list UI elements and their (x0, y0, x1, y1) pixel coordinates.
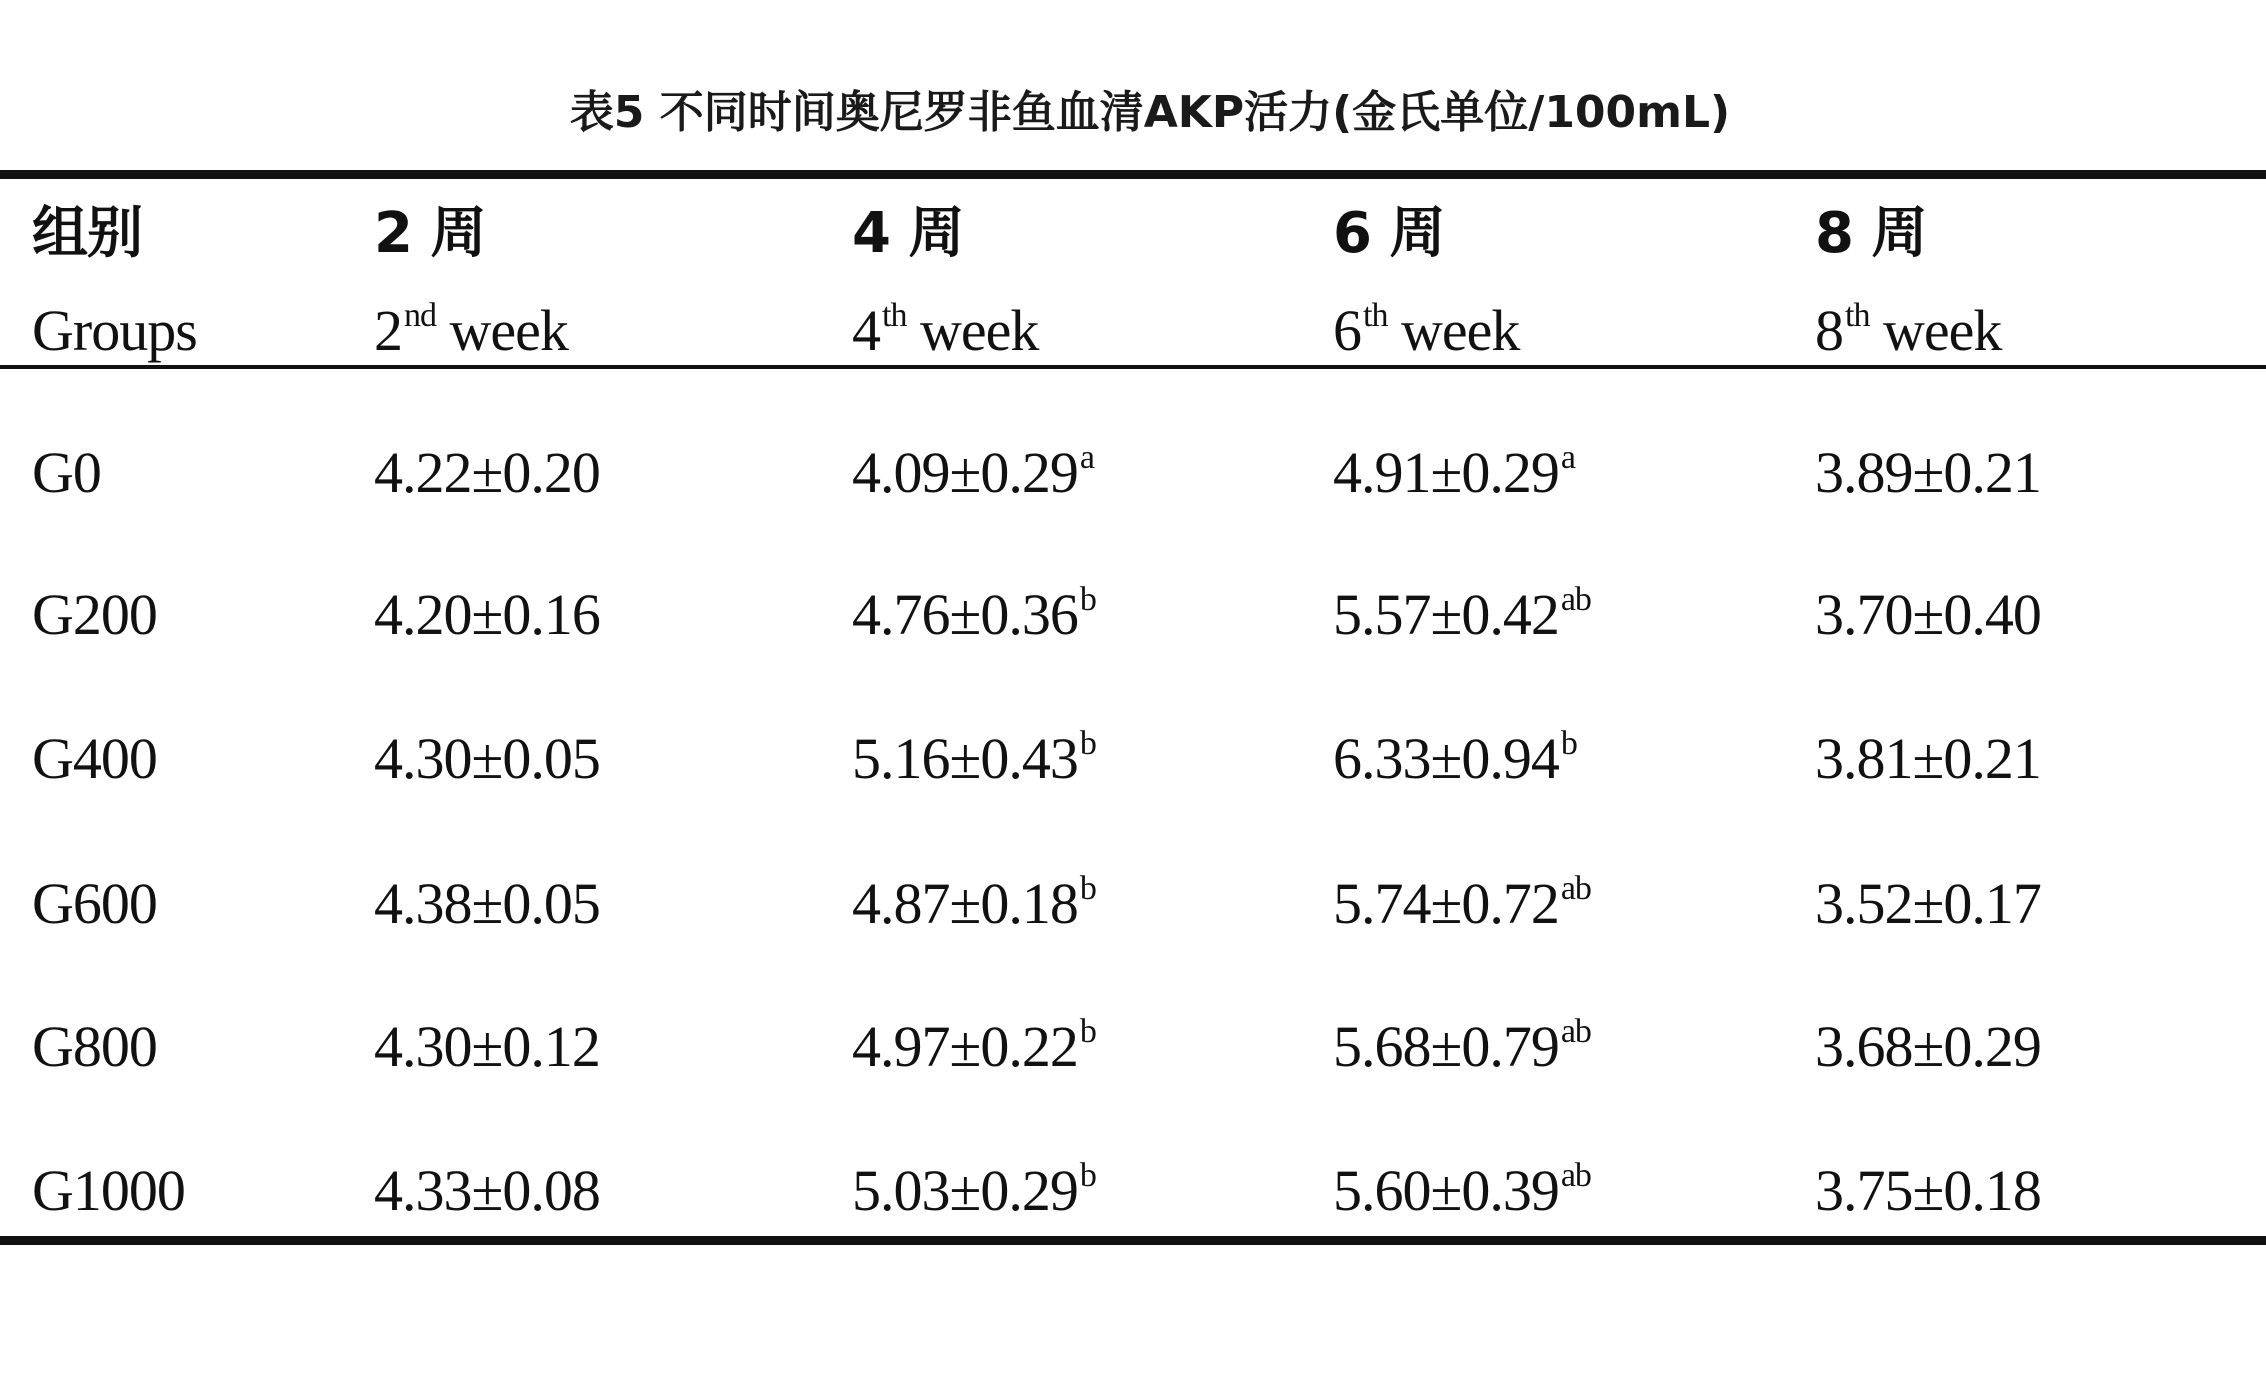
value: 5.16±0.43 (852, 726, 1078, 791)
header-week8-ordinal: th (1845, 297, 1870, 334)
value: 4.30±0.12 (374, 1014, 600, 1079)
header-groups-en: Groups (32, 298, 197, 363)
table-top-rule (0, 170, 2266, 179)
group-label: G800 (32, 1014, 157, 1079)
week2-value (374, 726, 602, 791)
significance-letter: ab (1560, 1157, 1591, 1194)
group-label: G1000 (32, 1158, 185, 1223)
value: 4.38±0.05 (374, 871, 600, 936)
header-week4-ordinal: th (882, 297, 907, 334)
table-bottom-rule (0, 1236, 2266, 1245)
header-week4-cn: 4 周 (852, 201, 964, 266)
value: 4.97±0.22 (852, 1014, 1078, 1079)
header-week6-en (1333, 297, 1520, 363)
header-week8-cn: 8 周 (1815, 201, 1927, 266)
week8-value (1815, 582, 2043, 647)
header-week2-num: 2 (374, 298, 402, 363)
header-week4-word: week (906, 298, 1039, 363)
header-week6-word: week (1387, 298, 1520, 363)
significance-letter: ab (1560, 870, 1591, 907)
significance-letter: b (1079, 725, 1096, 762)
week4-value (852, 439, 1094, 505)
significance-letter: a (1560, 439, 1575, 476)
week8-value (1815, 726, 2043, 791)
value: 4.09±0.29 (852, 440, 1078, 505)
value: 5.68±0.79 (1333, 1014, 1559, 1079)
value: 4.87±0.18 (852, 871, 1078, 936)
value: 4.30±0.05 (374, 726, 600, 791)
significance-letter: ab (1560, 581, 1591, 618)
week2-value (374, 440, 602, 505)
value: 3.52±0.17 (1815, 871, 2041, 936)
value: 4.91±0.29 (1333, 440, 1559, 505)
week6-value (1333, 581, 1591, 647)
week2-value (374, 1158, 602, 1223)
header-week8-en (1815, 297, 2002, 363)
table-title: 表5 不同时间奥尼罗非鱼血清AKP活力(金氏单位/100mL) (569, 87, 1731, 138)
value: 6.33±0.94 (1333, 726, 1559, 791)
value: 3.68±0.29 (1815, 1014, 2041, 1079)
week8-value (1815, 871, 2043, 936)
significance-letter: ab (1560, 1013, 1591, 1050)
value: 3.70±0.40 (1815, 582, 2041, 647)
significance-letter: b (1079, 1157, 1096, 1194)
significance-letter: b (1079, 870, 1096, 907)
significance-letter: a (1079, 439, 1094, 476)
value: 5.74±0.72 (1333, 871, 1559, 936)
value: 4.76±0.36 (852, 582, 1078, 647)
week2-value (374, 582, 602, 647)
value: 3.81±0.21 (1815, 726, 2041, 791)
value: 4.20±0.16 (374, 582, 600, 647)
table-header-rule (0, 365, 2266, 369)
header-week8-word: week (1869, 298, 2002, 363)
group-label: G0 (32, 440, 101, 505)
significance-letter: b (1079, 1013, 1096, 1050)
week2-value (374, 871, 602, 936)
group-label: G200 (32, 582, 157, 647)
header-week2-word: week (436, 298, 568, 363)
week6-value (1333, 725, 1577, 791)
significance-letter: b (1560, 725, 1577, 762)
header-week2-en (374, 297, 568, 363)
week6-value (1333, 870, 1591, 936)
week6-value (1333, 1157, 1591, 1223)
week2-value (374, 1014, 602, 1079)
value: 5.60±0.39 (1333, 1158, 1559, 1223)
group-label: G600 (32, 871, 157, 936)
header-week8-num: 8 (1815, 298, 1843, 363)
week4-value (852, 581, 1096, 647)
week8-value (1815, 1014, 2043, 1079)
value: 4.33±0.08 (374, 1158, 600, 1223)
week6-value (1333, 439, 1575, 505)
week8-value (1815, 1158, 2043, 1223)
header-week2-ordinal: nd (404, 297, 436, 334)
significance-letter: b (1079, 581, 1096, 618)
value: 4.22±0.20 (374, 440, 600, 505)
week8-value (1815, 440, 2043, 505)
week4-value (852, 1013, 1096, 1079)
header-week6-cn: 6 周 (1333, 201, 1445, 266)
header-week2-cn: 2 周 (374, 201, 486, 266)
week4-value (852, 870, 1096, 936)
header-week4-en (852, 297, 1039, 363)
value: 5.03±0.29 (852, 1158, 1078, 1223)
header-groups-cn: 组别 (32, 201, 142, 266)
header-week4-num: 4 (852, 298, 880, 363)
header-week6-num: 6 (1333, 298, 1361, 363)
week4-value (852, 1157, 1096, 1223)
value: 3.75±0.18 (1815, 1158, 2041, 1223)
value: 3.89±0.21 (1815, 440, 2041, 505)
week6-value (1333, 1013, 1591, 1079)
header-week6-ordinal: th (1363, 297, 1388, 334)
week4-value (852, 725, 1096, 791)
value: 5.57±0.42 (1333, 582, 1559, 647)
group-label: G400 (32, 726, 157, 791)
